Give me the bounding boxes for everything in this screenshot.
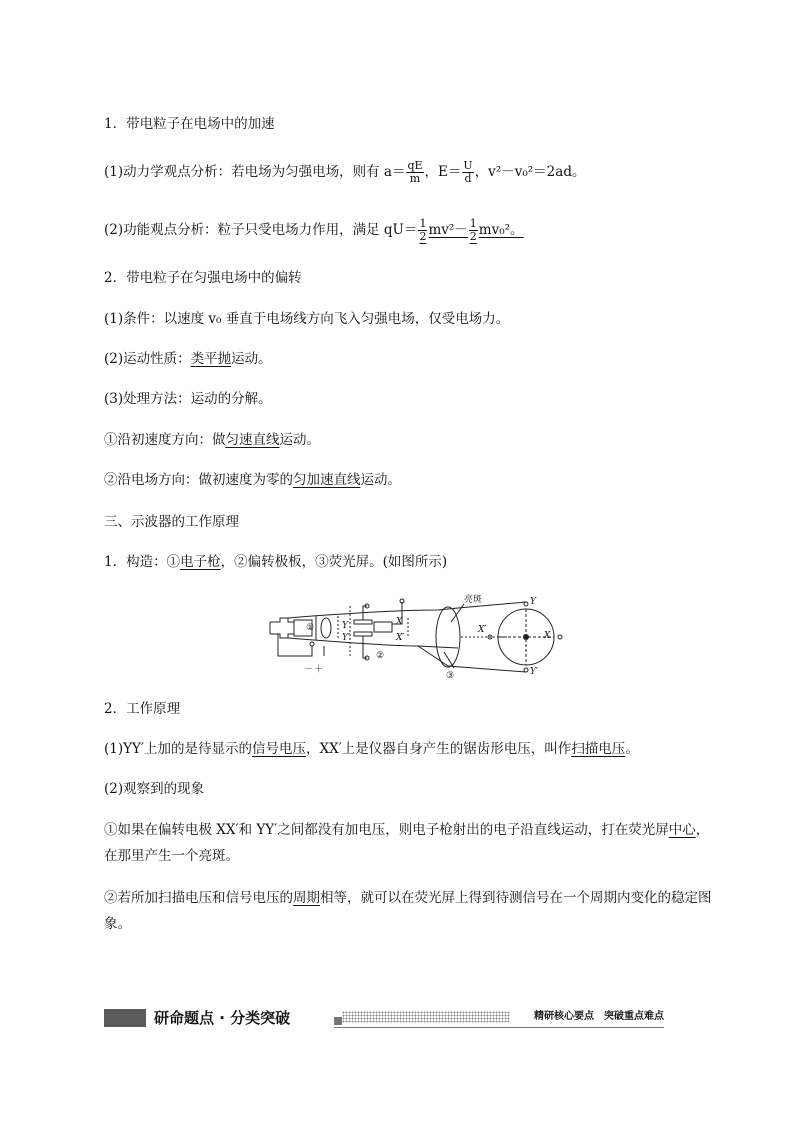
motion-nature-answer: 类平抛 — [190, 351, 232, 367]
label-x: X — [396, 617, 403, 627]
observation-1 — [104, 817, 720, 869]
struct-post: ，②偏转极板，③荧光屏。(如图所示) — [220, 554, 448, 570]
section-banner — [104, 1008, 664, 1028]
dynamics-text-post: ，v²－v₀²＝2ad。 — [474, 164, 586, 180]
frac-num: U — [463, 159, 473, 172]
processing-method: (3)处理方法：运动的分解。 — [104, 391, 272, 407]
bright-spot — [523, 634, 529, 640]
energy-text-mid: mv²－ — [428, 222, 468, 238]
w1-mid: ，XX′上是仪器自身产生的锯齿形电压，叫作 — [306, 741, 572, 757]
banner-subtitle: 精研核心要点 突破重点难点 — [534, 1011, 664, 1022]
fraction-half-2 — [469, 218, 478, 243]
dynamics-text-pre: (1)动力学观点分析：若电场为匀强电场，则有 a＝ — [104, 164, 406, 180]
label-minus: － — [304, 665, 314, 675]
o1-pre: ①如果在偏转电极 XX′和 YY′之间都没有加电压，则电子枪射出的电子沿直线运动，打在荧光屏 — [104, 822, 669, 838]
center-answer: 中心 — [668, 822, 696, 838]
label-y: Y — [342, 621, 348, 631]
frac-den: 2 — [419, 230, 427, 243]
frac-den: d — [464, 172, 472, 185]
gun-body — [270, 618, 294, 638]
ivd-answer: 匀速直线 — [225, 432, 280, 448]
label-3: ③ — [446, 671, 455, 680]
label-x-prime: X′ — [396, 633, 405, 643]
energy-text-post-u: mv₀²。 — [478, 222, 524, 238]
ivd-pre: ①沿初速度方向：做 — [104, 432, 226, 448]
frac-num: qE — [407, 159, 423, 172]
scan-voltage-answer: 扫描电压 — [571, 741, 626, 757]
frac-num: 1 — [419, 217, 427, 230]
oscilloscope-structure — [104, 552, 447, 572]
frac-den: m — [409, 172, 421, 185]
section-title-acceleration: 1．带电粒子在电场中的加速 — [104, 116, 275, 132]
plate-x — [374, 622, 392, 632]
struct-answer: 电子枪 — [180, 554, 221, 570]
yy-xx-voltages — [104, 739, 639, 759]
initial-velocity-direction — [104, 430, 320, 450]
fd-pre: ②沿电场方向：做初速度为零的 — [104, 472, 293, 488]
fraction-half-1 — [418, 218, 427, 243]
motion-nature-post: 运动。 — [231, 351, 272, 367]
screen-label-y-prime: Y′ — [530, 667, 538, 677]
plate-y — [354, 620, 372, 624]
fd-answer: 匀加速直线 — [293, 472, 361, 488]
banner-block — [104, 1009, 146, 1027]
banner-title: 研命题点 · 分类突破 — [154, 1009, 291, 1027]
screen-label-x-prime: X′ — [478, 625, 487, 635]
dynamics-analysis — [104, 160, 585, 185]
field-direction — [104, 470, 401, 490]
energy-analysis — [104, 218, 524, 243]
screen-label-x: X — [544, 631, 551, 641]
section-title-deflection: 2．带电粒子在匀强电场中的偏转 — [104, 270, 302, 286]
label-bright-spot: 亮斑 — [464, 595, 483, 605]
period-answer: 周期 — [293, 890, 320, 906]
motion-nature-pre: (2)运动性质： — [104, 351, 191, 367]
observation-2 — [104, 885, 720, 937]
fraction-u-over-d — [462, 160, 473, 185]
working-principle-title: 2．工作原理 — [104, 701, 181, 717]
banner-dots — [342, 1011, 510, 1023]
deflection-condition: (1)条件：以速度 v₀ 垂直于电场线方向飞入匀强电场，仅受电场力。 — [104, 311, 510, 327]
o2-pre: ②若所加扫描电压和信号电压的 — [104, 890, 293, 906]
frac-den: 2 — [469, 230, 477, 243]
gun-lens — [321, 618, 331, 638]
frac-num: 1 — [469, 217, 477, 230]
screen-label-y: Y — [530, 597, 536, 607]
plate-y-prime — [354, 632, 372, 636]
fraction-qe-over-m — [406, 160, 423, 185]
struct-pre: 1．构造：① — [104, 554, 181, 570]
tube-top — [288, 608, 458, 618]
energy-text-pre: (2)功能观点分析：粒子只受电场力作用，满足 qU＝ — [104, 222, 418, 238]
o2-post: 相等，就可以在荧光屏上得到待测信号在一个周期内变化的稳定图象。 — [104, 890, 712, 932]
banner-rule — [334, 1027, 664, 1028]
w1-pre: (1)YY′上加的是待显示的 — [104, 741, 253, 757]
section-title-oscilloscope: 三、示波器的工作原理 — [104, 514, 239, 530]
signal-voltage-answer: 信号电压 — [252, 741, 307, 757]
label-y-prime: Y′ — [342, 633, 350, 643]
w1-post: 。 — [625, 741, 639, 757]
label-1: ① — [306, 623, 315, 633]
observed-phenomena-title: (2)观察到的现象 — [104, 781, 205, 797]
oscilloscope-diagram — [268, 592, 568, 680]
fd-post: 运动。 — [360, 472, 401, 488]
label-plus: ＋ — [314, 665, 324, 675]
motion-nature — [104, 349, 272, 369]
banner-square — [334, 1017, 342, 1025]
dynamics-text-mid: ，E＝ — [424, 164, 462, 180]
o1-post: ，在那里产生一个亮斑。 — [104, 822, 710, 864]
ivd-post: 运动。 — [279, 432, 320, 448]
label-2: ② — [376, 651, 385, 661]
